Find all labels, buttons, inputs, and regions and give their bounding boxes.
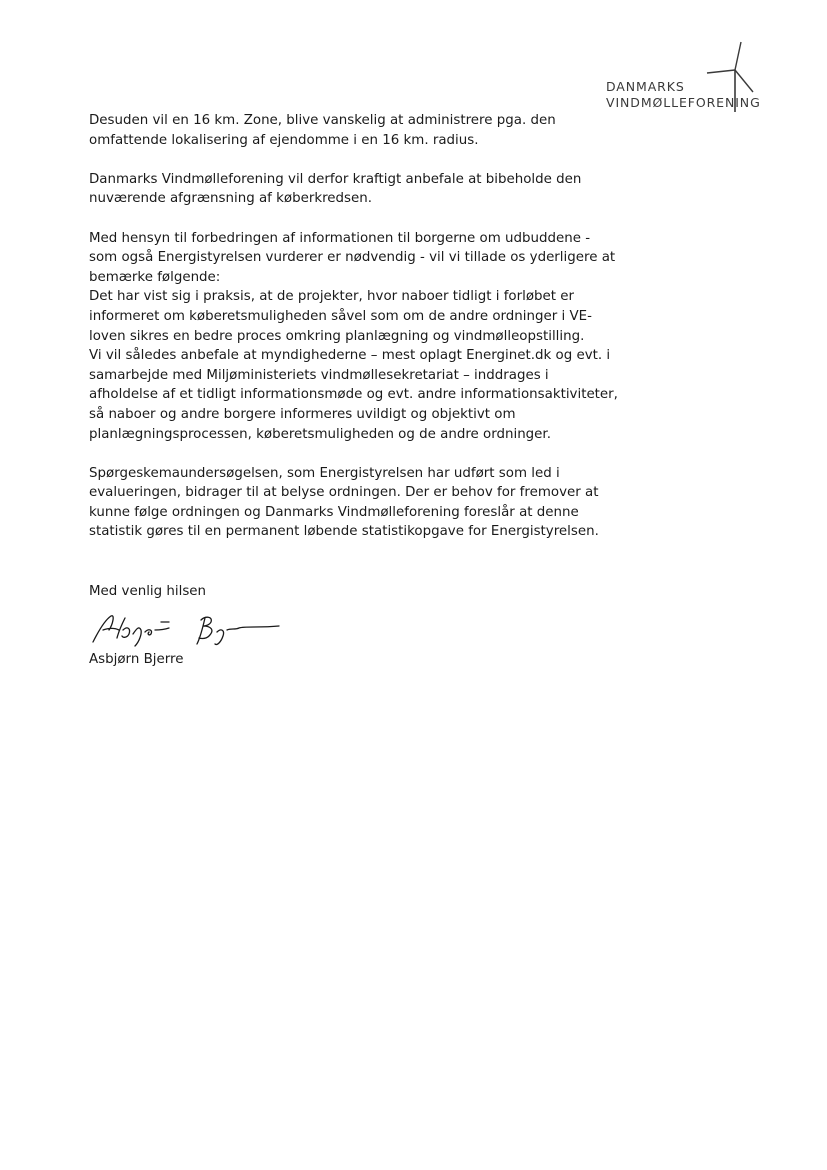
- letter-body: [89, 111, 649, 562]
- logo-text-line2: VINDMØLLEFORENING: [606, 95, 761, 110]
- paragraph: Spørgeskemaundersøgelsen, som Energistyrelsen har udført som led i evalueringen, bidrager til at belyse ordningen. Der er behov for fremover at kunne følge ordningen og Danmarks Vindmølleforening foreslår at denne statistik gøres til en permanent løbende statistikopgave for Energistyrelsen.: [89, 465, 599, 540]
- handwritten-signature: [89, 608, 289, 648]
- paragraph: Desuden vil en 16 km. Zone, blive vanskelig at administrere pga. den omfattende lokalisering af ejendomme i en 16 km. radius.: [89, 113, 556, 148]
- signer-name: Asbjørn Bjerre: [89, 652, 184, 667]
- organization-logo: [603, 40, 763, 112]
- closing-salutation: Med venlig hilsen: [89, 584, 207, 599]
- paragraph: Med hensyn til forbedringen af informationen til borgerne om udbuddene - som også Energistyrelsen vurderer er nødvendig - vil vi tillade os yderligere at bemærke følgende: Det har vist sig i praksis, at de projekter, hvor naboer tidligt i forløbet er informeret om køberetsmuligheden såvel som om de andre ordninger i VE- loven sikres en bedre proces omkring planlægning og vindmølleopstilling. Vi vil således anbefale at myndighederne – mest oplagt Energinet.dk og evt. i samarbejde med Miljøministeriets vindmøllesekretariat – inddrages i afholdelse af et tidligt informationsmøde og evt. andre informationsaktiviteter, så naboer og andre borgere informeres uvildigt og objektivt om planlægningsprocessen, køberetsmuligheden og de andre ordninger.: [89, 230, 618, 442]
- logo-text-line1: DANMARKS: [606, 79, 685, 94]
- paragraph: Danmarks Vindmølleforening vil derfor kraftigt anbefale at bibeholde den nuværende afgrænsning af køberkredsen.: [89, 171, 582, 207]
